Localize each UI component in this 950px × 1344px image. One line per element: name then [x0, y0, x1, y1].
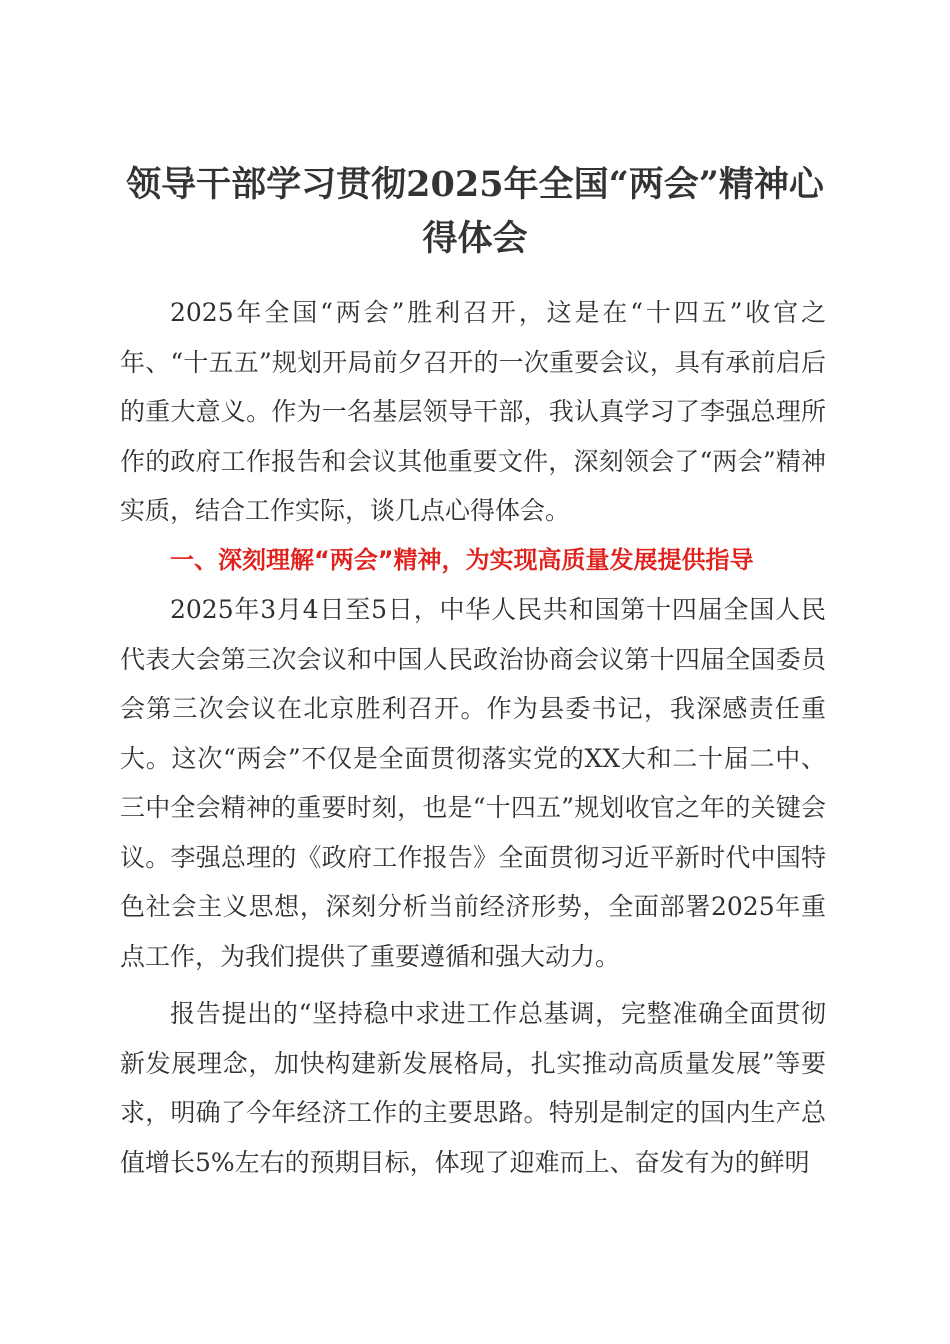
section-heading-1: 一、深刻理解“两会”精神，为实现高质量发展提供指导 [170, 545, 754, 574]
document-body [120, 288, 826, 1187]
section-1-paragraph-1: 2025年3月4日至5日，中华人民共和国第十四届全国人民代表大会第三次会议和中国人民政治协商会议第十四届全国委员会第三次会议在北京胜利召开。作为县委书记，我深感责任重大。这次“两会”不仅是全面贯彻落实党的XX大和二十届二中、三中全会精神的重要时刻，也是“十四五”规划收官之年的关键会议。李强总理的《政府工作报告》全面贯彻习近平新时代中国特色社会主义思想，深刻分析当前经济形势，全面部署2025年重点工作，为我们提供了重要遵循和强大动力。 [120, 595, 826, 971]
section-1-paragraph-2: 报告提出的“坚持稳中求进工作总基调，完整准确全面贯彻新发展理念，加快构建新发展格局，扎实推动高质量发展”等要求，明确了今年经济工作的主要思路。特别是制定的国内生产总值增长5%左右的预期目标，体现了迎难而上、奋发有为的鲜明 [120, 999, 826, 1177]
document-title: 领导干部学习贯彻2025年全国“两会”精神心得体会 [126, 164, 824, 259]
intro-paragraph: 2025年全国“两会”胜利召开，这是在“十四五”收官之年、“十五五”规划开局前夕召开的一次重要会议，具有承前启后的重大意义。作为一名基层领导干部，我认真学习了李强总理所作的政府工作报告和会议其他重要文件，深刻领会了“两会”精神实质，结合工作实际，谈几点心得体会。 [120, 298, 826, 525]
